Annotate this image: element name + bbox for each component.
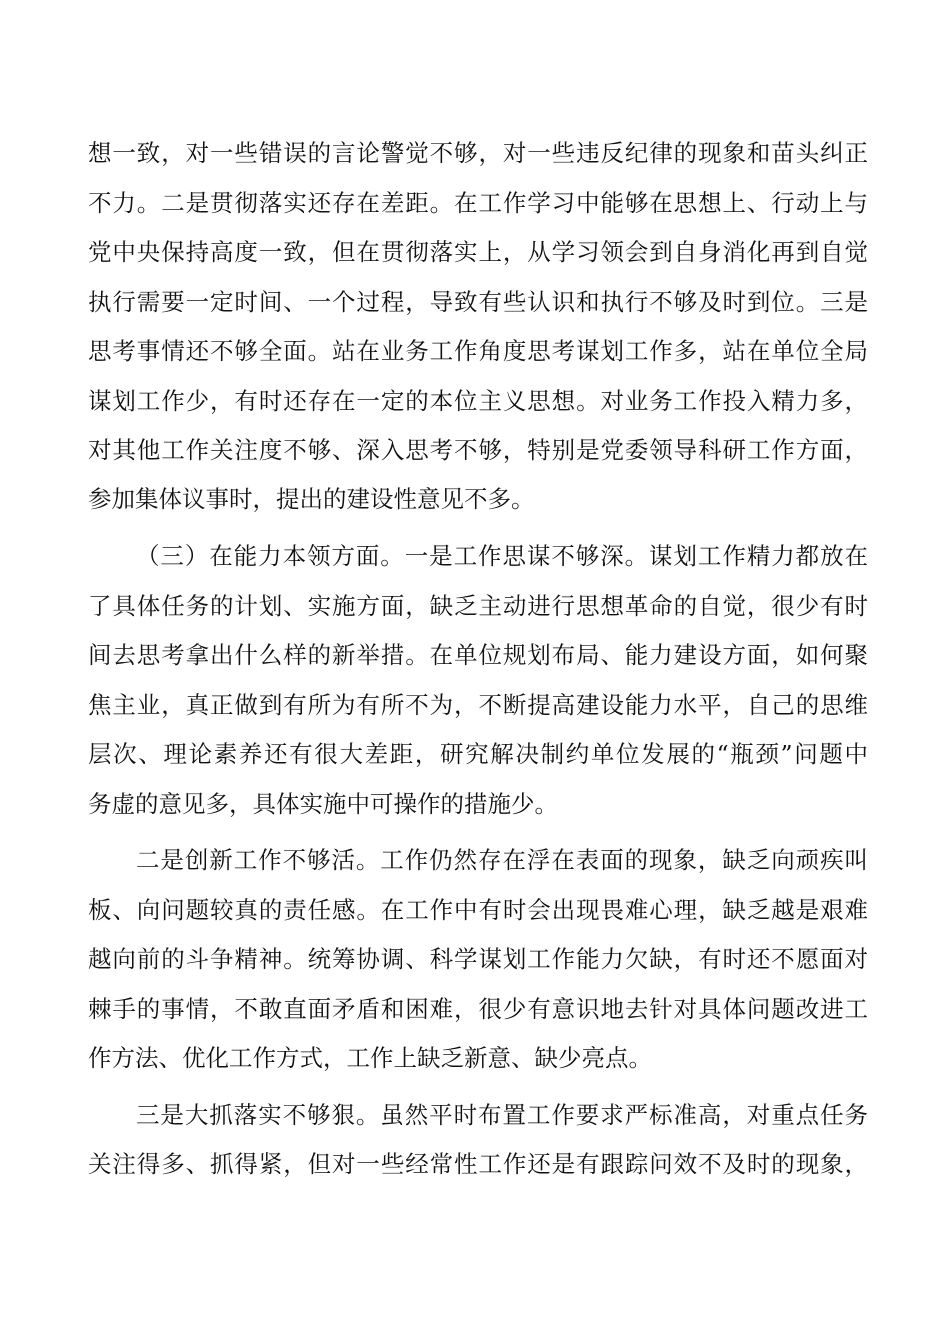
paragraph-start-line: 三是大抓落实不够狠。虽然平时布置工作要求严标准高，对重点任务	[136, 1101, 868, 1129]
text-line: 参加集体议事时，提出的建设性意见不多。	[88, 485, 535, 513]
text-line: 党中央保持高度一致，但在贯彻落实上，从学习领会到自身消化再到自觉	[88, 238, 868, 266]
text-line: 务虚的意见多，具体实施中可操作的措施少。	[88, 790, 558, 818]
text-line: 关注得多、抓得紧，但对一些经常性工作还是有跟踪问效不及时的现象，	[88, 1150, 868, 1178]
section-heading-line: （三）在能力本领方面。一是工作思谋不够深。谋划工作精力都放在	[136, 542, 868, 570]
paragraph-start-line: 二是创新工作不够活。工作仍然存在浮在表面的现象，缺乏向顽疾叫	[136, 846, 868, 874]
text-line: 了具体任务的计划、实施方面，缺乏主动进行思想革命的自觉，很少有时	[88, 592, 868, 620]
text-line: 焦主业，真正做到有所为有所不为，不断提高建设能力水平，自己的思维	[88, 691, 868, 719]
text-line: 不力。二是贯彻落实还存在差距。在工作学习中能够在思想上、行动上与	[88, 189, 868, 217]
text-line: 棘手的事情，不敢直面矛盾和困难，很少有意识地去针对具体问题改进工	[88, 995, 868, 1023]
text-line: 谋划工作少，有时还存在一定的本位主义思想。对业务工作投入精力多，	[88, 387, 868, 415]
text-line: 执行需要一定时间、一个过程，导致有些认识和执行不够及时到位。三是	[88, 288, 868, 316]
text-line: 层次、理论素养还有很大差距，研究解决制约单位发展的“瓶颈”问题中	[88, 740, 868, 768]
text-line: 思考事情还不够全面。站在业务工作角度思考谋划工作多，站在单位全局	[88, 337, 868, 365]
text-line: 间去思考拿出什么样的新举措。在单位规划布局、能力建设方面，如何聚	[88, 641, 868, 669]
text-line: 越向前的斗争精神。统筹协调、科学谋划工作能力欠缺，有时还不愿面对	[88, 945, 868, 973]
text-line: 对其他工作关注度不够、深入思考不够，特别是党委领导科研工作方面，	[88, 436, 868, 464]
text-line: 作方法、优化工作方式，工作上缺乏新意、缺少亮点。	[88, 1044, 652, 1072]
text-line: 板、向问题较真的责任感。在工作中有时会出现畏难心理，缺乏越是艰难	[88, 896, 868, 924]
text-line: 想一致，对一些错误的言论警觉不够，对一些违反纪律的现象和苗头纠正	[88, 139, 868, 167]
